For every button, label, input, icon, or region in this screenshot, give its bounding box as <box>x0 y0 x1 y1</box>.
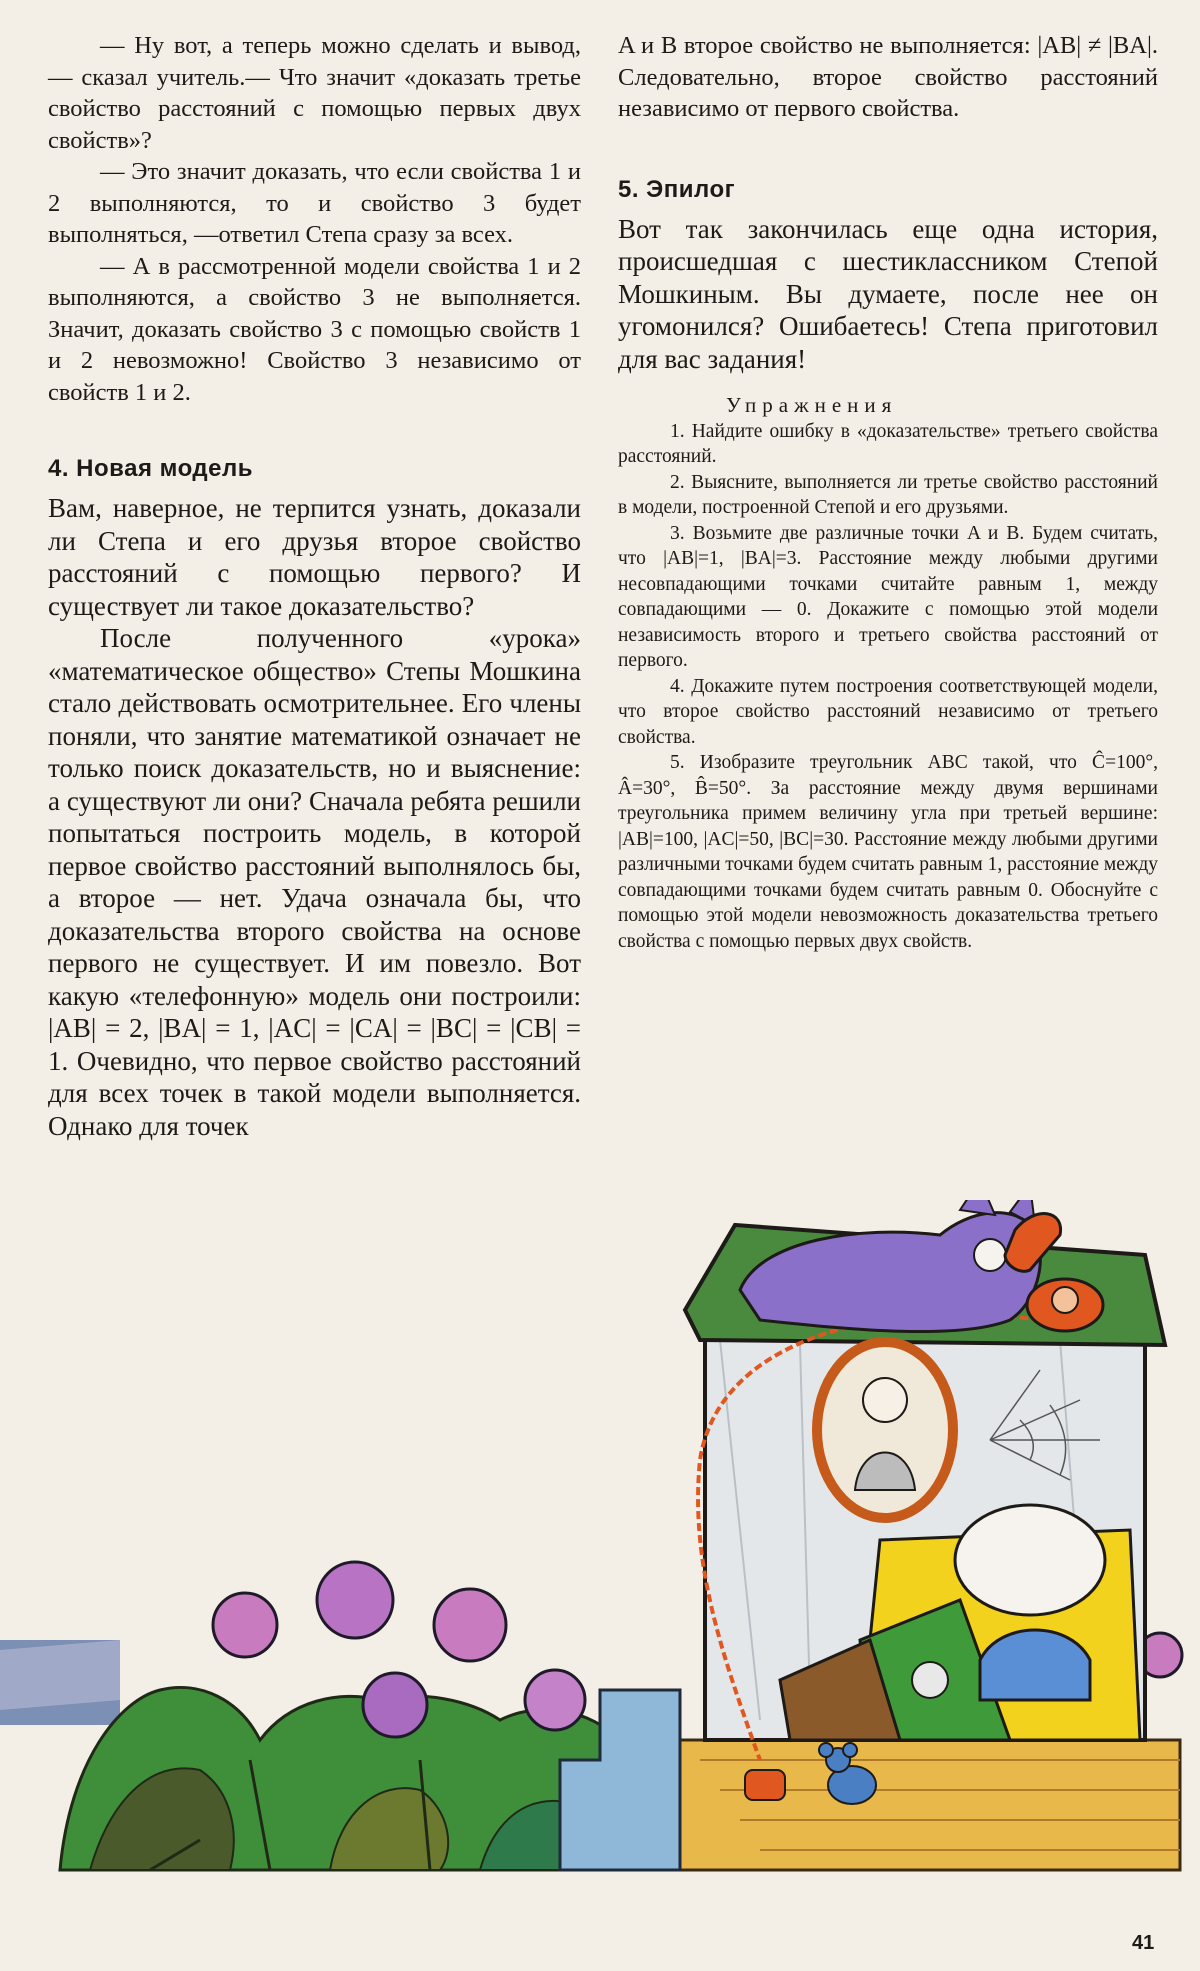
right-column <box>618 30 1158 954</box>
exercise-3: 3. Возьмите две различные точки A и B. Будем считать, что |AB|=1, |BA|=3. Расстояние между любыми другими несовпадающими точками считайте равным 1, между совпадающими — 0. Докажите с помощью этой модели независимость второго и третьего свойства расстояний от первого. <box>618 522 1158 671</box>
continuation-paragraph: A и B второе свойство не выполняется: |AB| ≠ |BA|. Следовательно, второе свойство расстояний независимо от первого свойства. <box>618 32 1158 122</box>
floor-telephone-icon <box>745 1770 785 1800</box>
left-column <box>48 30 581 1142</box>
section-4-paragraph-2: После полученного «урока» «математическое общество» Степы Мошкина стало действовать осмотрительнее. Его члены поняли, что занятие математикой означает не только поиск доказательств, но и выяснение: а существуют ли они? Сначала ребята решили попытаться построить модель, в которой первое свойство расстояний выполнялось бы, а второе — нет. Удача означала бы, что доказательства второго свойства на основе первого не существует. И им повезло. Вот какую «телефонную» модель они построили: |AB| = 2, |BA| = 1, |AC| = |CA| = |BC| = |CB| = 1. Очевидно, что первое свойство расстояний для всех точек в такой модели выполняется. Однако для точек <box>48 623 581 1141</box>
epilogue-paragraph: Вот так закончилась еще одна история, происшедшая с шестиклассником Степой Мошкиным. Вы думаете, после нее он угомонился? Ошибаетесь! Степа приготовил для вас задания! <box>618 213 1158 374</box>
exercise-4: 4. Докажите путем построения соответствующей модели, что второе свойство расстояний независимо от третьего свойства. <box>618 675 1158 748</box>
dialogue-paragraph-2: — Это значит доказать, что если свойства 1 и 2 выполняются, то и свойство 3 будет выполняться, —ответил Степа сразу за всех. <box>48 158 581 248</box>
page-number: 41 <box>1132 1932 1155 1954</box>
section-4-heading: 4. Новая модель <box>48 455 253 482</box>
exercises-title: Упражнения <box>726 393 898 417</box>
section-4-paragraph-1: Вам, наверное, не терпится узнать, доказали ли Степа и его друзья второе свойство расстояний с помощью первого? И существует ли такое доказательство? <box>48 493 581 621</box>
house-illustration <box>0 1200 1200 1900</box>
exercises-block <box>618 393 1158 954</box>
background-hills <box>0 1640 120 1725</box>
mirror-portrait-icon <box>817 1342 953 1518</box>
dialogue-paragraph-3: — А в рассмотренной модели свойства 1 и 2 выполняются, а свойство 3 не выполняется. Значит, доказать свойство 3 с помощью свойств 1 и 2 невозможно! Свойство 3 независимо от свойств 1 и 2. <box>48 252 581 406</box>
exercise-1: 1. Найдите ошибку в «доказательстве» третьего свойства расстояний. <box>618 420 1158 467</box>
cat-icon <box>740 1200 1040 1332</box>
exercise-2: 2. Выясните, выполняется ли третье свойство расстояний в модели, построенной Степой и его друзьями. <box>618 471 1158 518</box>
dialogue-paragraph-1: — Ну вот, а теперь можно сделать и вывод, — сказал учитель.— Что значит «доказать третье свойство расстояний с помощью первых двух свойств»? <box>48 32 581 154</box>
section-5-heading: 5. Эпилог <box>618 175 736 203</box>
exercise-5: 5. Изобразите треугольник ABC такой, что Ĉ=100°, Â=30°, B̂=50°. За расстояние между двумя вершинами треугольника примем величину угла при третьей вершине: |AB|=100, |AC|=50, |BC|=30. Расстояние между любыми другими различными точками будем считать равным 1, расстояние между совпадающими точками будем считать равным 0. Обоснуйте с помощью этой модели невозможность доказательства третьего свойства с помощью первых двух свойств. <box>618 752 1159 952</box>
